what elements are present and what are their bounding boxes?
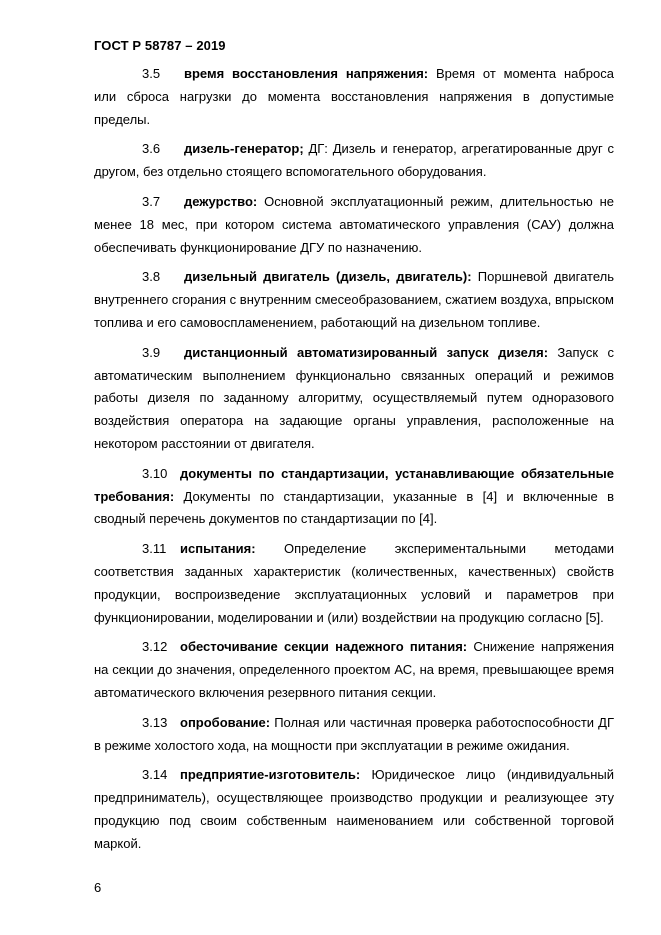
entry-term: опробование: [180, 714, 271, 730]
entry-definition: Полная или частичная проверка работоспособности ДГ в режиме холостого хода, на мощности при эксплуатации в режиме ожидания. [94, 714, 614, 753]
entry-number: 3.11 [142, 541, 167, 557]
entry-term: дизель-генератор; [184, 141, 304, 157]
definition-entry-3-5 [94, 63, 614, 131]
entry-number: 3.12 [142, 639, 168, 655]
entry-number: 3.10 [142, 465, 168, 481]
entry-number: 3.13 [142, 714, 168, 730]
entry-number: 3.6 [142, 141, 161, 157]
page-number: 6 [94, 880, 102, 895]
definition-entry-3-8 [94, 266, 614, 334]
definition-entry-3-7 [94, 191, 614, 259]
entry-definition: Запуск с автоматическим выполнением функционально связанных операций и режимов работы дизеля по заданному алгоритму, осуществляемый путем одноразового воздействия оператора на задающие органы управления, расположенные на некотором расстоянии от двигателя. [94, 344, 614, 451]
definition-entry-3-13 [94, 712, 614, 758]
entry-definition: Снижение напряжения на секции до значения, определенного проектом АС, на время, превышающее время автоматического включения резервного питания секции. [94, 639, 614, 700]
entry-definition: Основной эксплуатационный режим, длительностью не менее 18 мес, при котором система автоматического управления (САУ) должна обеспечивать функционирование ДГУ по назначению. [94, 193, 614, 255]
entry-term: предприятие-изготовитель: [180, 767, 361, 783]
document-header: ГОСТ Р 58787 – 2019 [94, 38, 226, 53]
entry-number: 3.8 [142, 269, 161, 285]
definition-entry-3-12 [94, 636, 614, 704]
entry-term: дистанционный автоматизированный запуск дизеля: [184, 344, 549, 360]
definition-entry-3-11 [94, 538, 614, 629]
definition-entry-3-14 [94, 764, 614, 855]
definition-entry-3-10 [94, 463, 614, 531]
definition-entry-3-9 [94, 342, 614, 456]
entry-definition: Поршневой двигатель внутреннего сгорания с внутренним смесеобразованием, сжатием воздуха, впрыском топлива и его самовоспламенением, работающий на дизельном топливе. [94, 269, 614, 330]
entry-number: 3.14 [142, 767, 168, 783]
entry-term: документы по стандартизации, устанавливающие обязательные требования: [94, 465, 614, 504]
entry-definition: ДГ: Дизель и генератор, агрегатированные друг с другом, без отдельно стоящего вспомогательного оборудования. [94, 141, 614, 180]
definition-entry-3-6 [94, 138, 614, 184]
entry-definition: Определение экспериментальными методами соответствия заданных характеристик (количественных, качественных) свойств продукции, воспроизведение эксплуатационных условий и параметров при функционировании, моделировании и (или) воздействии на продукцию согласно [5]. [94, 541, 614, 625]
entry-number: 3.9 [142, 344, 161, 360]
entry-definition: Юридическое лицо (индивидуальный предприниматель), осуществляющее производство продукции и реализующее эту продукцию под своим собственным наименованием или собственной торговой маркой. [94, 767, 614, 851]
entry-definition: Время от момента наброса или сброса нагрузки до момента восстановления напряжения в допустимые пределы. [94, 66, 614, 127]
entry-term: дежурство: [184, 193, 258, 209]
entry-number: 3.5 [142, 66, 161, 81]
entry-term: время восстановления напряжения: [184, 66, 429, 81]
entry-term: обесточивание секции надежного питания: [180, 639, 468, 655]
entry-term: дизельный двигатель (дизель, двигатель): [184, 269, 472, 285]
entry-term: испытания: [180, 541, 256, 557]
definitions-section [94, 63, 614, 863]
entry-definition: Документы по стандартизации, указанные в [4] и включенные в сводный перечень документов по стандартизации по [4]. [94, 488, 614, 527]
entry-number: 3.7 [142, 193, 161, 209]
